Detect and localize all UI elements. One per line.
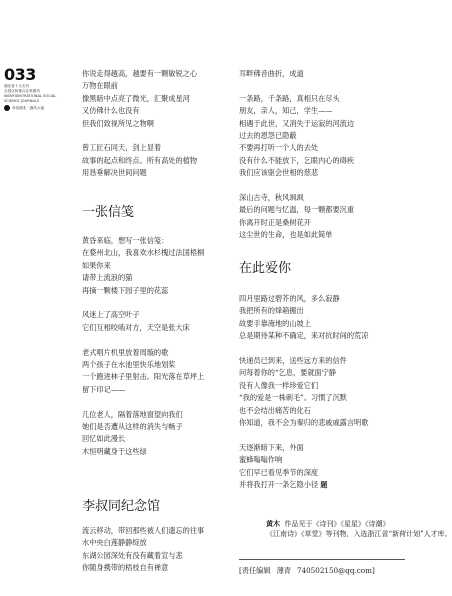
poem-line: 这尘世的生命，也是如此简单 (239, 230, 333, 240)
poem-line: 故事的起点和终点。所有高处的植物 (82, 155, 198, 165)
poem-line: 曾工匠石同天，剑上显着 (82, 143, 162, 153)
left-column (82, 68, 220, 180)
logo-text: 恭喜湖北 · 鹿鸣大地 (12, 105, 45, 110)
masthead-logo (4, 105, 74, 111)
poem-line: 没有人像我一样珍爱它们 (239, 380, 319, 390)
editor-credit (239, 566, 375, 576)
author-name: 黄木 (266, 519, 280, 528)
journal-logo-icon (4, 105, 10, 111)
poem-line: 万物在眼前 (82, 81, 118, 91)
poem-line: 你离开时正是桑树花开 (239, 217, 311, 227)
poem-line: 在婺州北山，我喜欢水杉槐过法国梧桐 (82, 248, 205, 258)
poem-line: 像黑暗中点亮了微光，汇聚成星河 (82, 93, 190, 103)
editor-email: 740502150@qq.com] (296, 566, 375, 575)
poem-title: 一张信笺 (82, 205, 135, 220)
poem-line: “我的爱是一株刺毛”。习惯了沉默 (239, 393, 347, 403)
poem-line: 你知道，我不会为秦归的悲戚戚露言明歌 (239, 418, 369, 428)
footer-divider (239, 559, 405, 560)
bio-line: 《江南诗》《草堂》等刊物，入选浙江省“新荷计划”人才库。 (266, 530, 452, 538)
page-number: 033 (4, 65, 36, 84)
poem-line: 但我们致视所见之物啊 (82, 118, 154, 128)
masthead-line: 全国百种重点社科期刊 (4, 89, 40, 93)
poem-line: 黄昏来临，想写一张信笺： (82, 236, 169, 245)
author-bio (266, 519, 452, 539)
masthead-line: WENYIXINTRATIONAL SOCIAL (4, 94, 57, 98)
poem-line: 再摘一颗楼下园子里的花蕊 (82, 285, 169, 295)
poem-line: 老式唱片机里放着周璇的歌 (82, 347, 169, 357)
poem-line: 也不会结出痛苦的化石 (239, 405, 311, 415)
poem-line: 快递员已到来，送些远方来的信件 (239, 356, 347, 366)
poem-body-love (239, 293, 368, 491)
poem-line: 一条路，千条路，真相只在尽头 (239, 93, 340, 103)
side-masthead (4, 66, 74, 111)
poem-line: 风迷上了高空叶子 (82, 310, 140, 320)
poem-line: 请带上流浪的猫 (82, 273, 133, 283)
poem-line: 过去的恩怨已隐蔽 (239, 131, 297, 141)
poem-line: 不要再打听一个人的去处 (239, 143, 319, 153)
poem-line: 故要手靠淹地的山坡上 (239, 318, 311, 328)
author-signature: 题 (320, 480, 328, 490)
poem-title: 在此爱你 (239, 261, 292, 276)
masthead-line: SCIENCE JOURNALS (4, 99, 40, 103)
poem-line: 回忆如此漫长 (82, 434, 126, 444)
poem-line: 深山古寺，秋风飒飒 (239, 193, 304, 203)
poem-line: 我把所有的烽箱搬出 (239, 306, 304, 316)
poem-line: 它们早已看见季节的深度 (239, 467, 319, 477)
poem-line: 一个跑进林子里射击。阳光落在草坪上 (82, 372, 205, 382)
right-column (239, 68, 399, 242)
poem-line: 木恒明藏身于这些绿 (82, 446, 147, 456)
poem-line: 又仿佛什么也没有 (82, 106, 140, 116)
poem-line: 你说走得越高，越要有一颗敏锐之心 (82, 69, 198, 78)
poem-line: 你随身携带的梧枝自有禅意 (82, 563, 169, 573)
poem-line: 它们互相咬啮对方，天空是张大床 (82, 322, 190, 332)
poem-line: 留下印记—— (82, 384, 126, 394)
poem-line: 用恳垂解决世间问题 (82, 168, 147, 178)
poem-line: 流云移动，带回那些被人们遗忘的往事 (82, 526, 205, 535)
poem-body-memorial (82, 525, 204, 575)
poem-line: 如果你来 (82, 260, 111, 270)
poem-line: 总是期待某种不确定，来对抗时间的荒凉 (239, 331, 369, 341)
poem-line: 我们应该驱会世相的慈悲 (239, 168, 319, 178)
poem-line: 耳畔佛音曲折，成道 (239, 69, 304, 78)
poem-line: 几位老人，隔着落地窗望向我们 (82, 409, 183, 419)
poem-line: 最后的问题与忆温，每一颗都要沉重 (239, 205, 355, 215)
poem-line: 她们是否遭从这样的消失与畅子 (82, 422, 183, 432)
poem-title: 李叔同纪念馆 (82, 499, 161, 514)
poem-line: 水中央白莲静静绽放 (82, 538, 147, 548)
editor-name: 薄青 (276, 566, 291, 575)
poem-line: 东湖公园深处有没有藏着宣与悲 (82, 550, 183, 560)
poem-line: 四月里路过碧芥的风，多么寂静 (239, 294, 340, 303)
poem-line: 问每着你的“乞息，要就面宁静 (239, 368, 337, 378)
poem-line: 天逐渐暗下来，外面 (239, 442, 304, 452)
editor-label: [责任编辑 (239, 566, 271, 575)
poem-line: 两个孩子在水池里快乐地划桨 (82, 360, 176, 370)
poem-line: 蜜蜂嗡嗡作响 (239, 455, 283, 465)
poem-line: 朋友，亲人，知己，学生—— (239, 106, 333, 116)
masthead-line: 湖北省十大名刊 (4, 84, 30, 88)
poem-line (239, 479, 368, 491)
poem-line-text: 并将我打开一条乞隐小径 (239, 480, 319, 490)
poem-line: 没有什么不能放下，乞眼内心的碍疾 (239, 155, 355, 165)
poem-line: 相遇于此世，又消失于运寂的河流边 (239, 118, 355, 128)
poem-body-letter (82, 235, 204, 458)
bio-line: 作品见于《诗刊》《星星》《诗潮》 (284, 520, 390, 528)
